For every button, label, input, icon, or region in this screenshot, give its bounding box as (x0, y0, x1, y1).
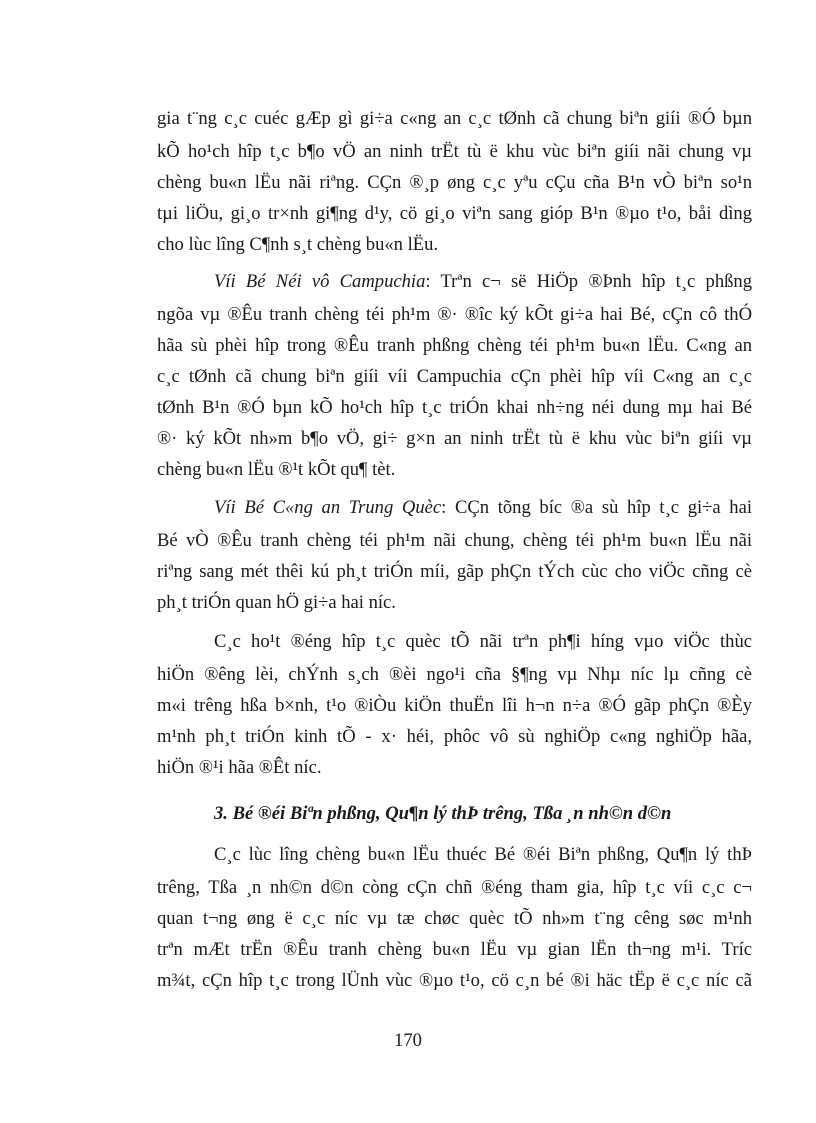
text-line: gia t¨ng c¸c cuéc gÆp gì gi÷a c«ng an c¸c tØnh cã chung biªn giíi ®Ó bµn (157, 108, 752, 129)
text-line: quan t¬ng øng ë c¸c níc vµ tæ chøc quèc tÕ nh»m t¨ng cêng søc m¹nh (157, 908, 752, 929)
text-line: ph¸t triÓn quan hÖ gi÷a hai níc. (157, 592, 396, 613)
paragraph-lead: Víi Bé Néi vô Campuchia (214, 271, 426, 292)
text-line: ®· ký kÕt nh»m b¶o vÖ, gi÷ g×n an ninh trËt tù ë khu vùc biªn giíi vµ (157, 428, 752, 449)
text-line (214, 496, 752, 520)
text-line: trªn mÆt trËn ®Êu tranh chèng bu«n lËu vµ gian lËn th¬ng m¹i. Tríc (157, 939, 752, 960)
text-line: C¸c lùc lîng chèng bu«n lËu thuéc Bé ®éi Biªn phßng, Qu¶n lý thÞ (214, 844, 752, 865)
text-line: trêng, Tßa ¸n nh©n d©n còng cÇn chñ ®éng tham gia, hîp t¸c víi c¸c c¬ (157, 877, 752, 898)
page-number: 170 (394, 1030, 422, 1051)
text-line: tµi liÖu, gi¸o tr×nh gi¶ng d¹y, cö gi¸o viªn sang gióp B¹n ®µo t¹o, båi dìng (157, 203, 752, 224)
text-line: chèng bu«n lËu ®¹t kÕt qu¶ tèt. (157, 459, 396, 480)
paragraph-text: : Trªn c¬ së HiÖp ®Þnh hîp t¸c phßng (425, 271, 753, 292)
text-line: kÕ ho¹ch hîp t¸c b¶o vÖ an ninh trËt tù ë khu vùc biªn giíi nãi chung vµ (157, 141, 752, 162)
text-line: hiÖn ®êng lèi, chÝnh s¸ch ®èi ngo¹i cña §¶ng vµ Nhµ níc lµ cñng cè (157, 664, 752, 685)
text-line: chèng bu«n lËu nãi riªng. CÇn ®¸p øng c¸c yªu cÇu cña B¹n vÒ biªn so¹n (157, 172, 752, 193)
text-line: hãa sù phèi hîp trong ®Êu tranh phßng chèng téi ph¹m bu«n lËu. C«ng an (157, 335, 752, 356)
text-line: riªng sang mét thêi kú ph¸t triÓn míi, gãp phÇn tÝch cùc cho viÖc cñng cè (157, 561, 752, 582)
section-heading: 3. Bé ®éi Biªn phßng, Qu¶n lý thÞ trêng, Tßa ¸n nh©n d©n (214, 803, 672, 824)
text-line: tØnh B¹n ®Ó bµn kÕ ho¹ch hîp t¸c triÓn khai nh÷ng néi dung mµ hai Bé (157, 397, 752, 418)
text-line: c¸c tØnh cã chung biªn giíi víi Campuchia cÇn phèi hîp víi C«ng an c¸c (157, 366, 752, 387)
text-line: m«i trêng hßa b×nh, t¹o ®iÒu kiÖn thuËn lîi h¬n n÷a ®Ó gãp phÇn ®Èy (157, 695, 752, 716)
paragraph-text: : CÇn tõng bíc ®a sù hîp t¸c gi÷a hai (441, 497, 752, 518)
text-line: C¸c ho¹t ®éng hîp t¸c quèc tÕ nãi trªn ph¶i híng vµo viÖc thùc (214, 631, 752, 652)
text-line (214, 270, 752, 294)
text-line: ngõa vµ ®Êu tranh chèng téi ph¹m ®· ®îc ký kÕt gi÷a hai Bé, cÇn cô thÓ (157, 304, 752, 325)
text-line: m¾t, cÇn hîp t¸c trong lÜnh vùc ®µo t¹o, cö c¸n bé ®i häc tËp ë c¸c níc cã (157, 970, 752, 991)
text-line: hiÖn ®¹i hãa ®Êt níc. (157, 757, 322, 778)
text-line: Bé vÒ ®Êu tranh chèng téi ph¹m nãi chung, chèng téi ph¹m bu«n lËu nãi (157, 530, 752, 551)
text-line: cho lùc lîng C¶nh s¸t chèng bu«n lËu. (157, 234, 439, 255)
paragraph-lead: Víi Bé C«ng an Trung Quèc (214, 497, 442, 518)
text-line: m¹nh ph¸t triÓn kinh tÕ - x· héi, phôc vô sù nghiÖp c«ng nghiÖp hãa, (157, 726, 752, 747)
